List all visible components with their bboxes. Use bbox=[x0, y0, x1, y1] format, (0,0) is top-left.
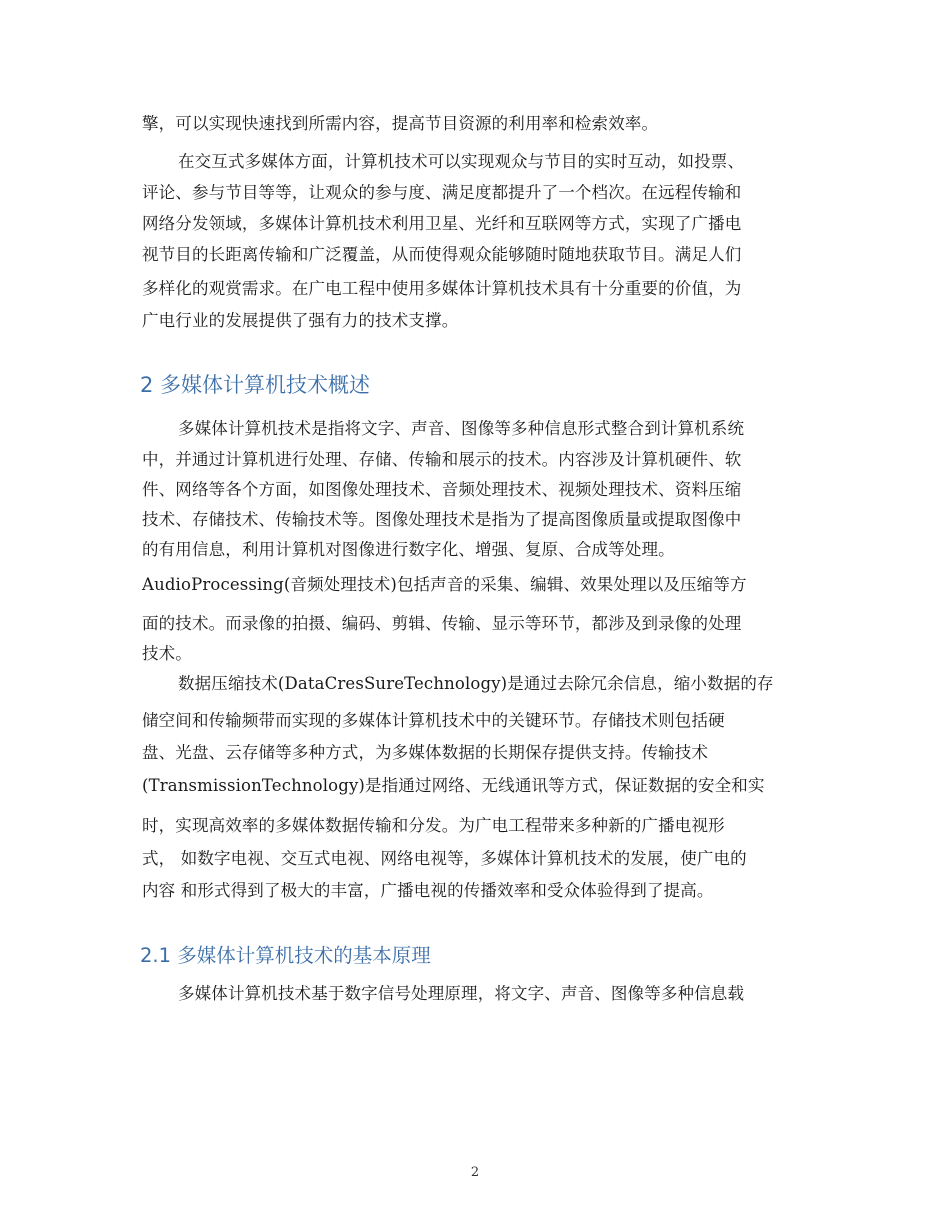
paragraph-interactive-line: 评论、参与节目等等，让观众的参与度、满足度都提升了一个档次。在远程传输和 bbox=[142, 183, 742, 202]
section2-paragraph2-line: 数据压缩技术(DataCresSureTechnology)是通过去除冗余信息，缩小数据的存 bbox=[178, 674, 774, 693]
section2-paragraph1-line: 技术。 bbox=[142, 644, 192, 663]
section2-paragraph1-line: 技术、存储技术、传输技术等。图像处理技术是指为了提高图像质量或提取图像中 bbox=[142, 510, 742, 529]
paragraph-interactive-line: 网络分发领域，多媒体计算机技术利用卫星、光纤和互联网等方式，实现了广播电 bbox=[142, 214, 742, 233]
section2-paragraph1-line: AudioProcessing(音频处理技术)包括声音的采集、编辑、效果处理以及压缩等方 bbox=[142, 575, 747, 594]
paragraph-continued-line: 擎，可以实现快速找到所需内容，提高节目资源的利用率和检索效率。 bbox=[142, 114, 659, 133]
section2-paragraph2-line: 盘、光盘、云存储等多种方式，为多媒体数据的长期保存提供支持。传输技术 bbox=[142, 743, 709, 762]
section2-paragraph1-line: 件、网络等各个方面，如图像处理技术、音频处理技术、视频处理技术、资料压缩 bbox=[142, 480, 742, 499]
section2-paragraph2-line: 式， 如数字电视、交互式电视、网络电视等，多媒体计算机技术的发展，使广电的 bbox=[142, 849, 747, 868]
section2-paragraph1-line: 的有用信息，利用计算机对图像进行数字化、增强、复原、合成等处理。 bbox=[142, 540, 675, 559]
section2-paragraph2-line: (TransmissionTechnology)是指通过网络、无线通讯等方式，保证数据的安全和实 bbox=[142, 776, 765, 795]
page-number: 2 bbox=[470, 1165, 480, 1180]
section-heading-2: 2 多媒体计算机技术概述 bbox=[140, 373, 371, 397]
section2-paragraph1-line: 多媒体计算机技术是指将文字、声音、图像等多种信息形式整合到计算机系统 bbox=[178, 419, 745, 438]
section2-paragraph2-line: 储空间和传输频带而实现的多媒体计算机技术中的关键环节。存储技术则包括硬 bbox=[142, 711, 725, 730]
section2-1-paragraph1-line: 多媒体计算机技术基于数字信号处理原理，将文字、声音、图像等多种信息载 bbox=[178, 984, 745, 1003]
section2-paragraph2-line: 内容 和形式得到了极大的丰富，广播电视的传播效率和受众体验得到了提高。 bbox=[142, 881, 714, 900]
paragraph-interactive-line: 视节目的长距离传输和广泛覆盖，从而使得观众能够随时随地获取节目。满足人们 bbox=[142, 245, 742, 264]
paragraph-interactive-line: 多样化的观赏需求。在广电工程中使用多媒体计算机技术具有十分重要的价值，为 bbox=[142, 279, 742, 298]
paragraph-interactive-line: 在交互式多媒体方面，计算机技术可以实现观众与节目的实时互动，如投票、 bbox=[178, 152, 745, 171]
section2-paragraph1-line: 面的技术。而录像的拍摄、编码、剪辑、传输、显示等环节，都涉及到录像的处理 bbox=[142, 614, 742, 633]
section2-paragraph1-line: 中，并通过计算机进行处理、存储、传输和展示的技术。内容涉及计算机硬件、软 bbox=[142, 450, 742, 469]
section2-paragraph2-line: 时，实现高效率的多媒体数据传输和分发。为广电工程带来多种新的广播电视形 bbox=[142, 816, 725, 835]
section-heading-2-1: 2.1 多媒体计算机技术的基本原理 bbox=[140, 944, 431, 967]
paragraph-interactive-line: 广电行业的发展提供了强有力的技术支撑。 bbox=[142, 311, 459, 330]
